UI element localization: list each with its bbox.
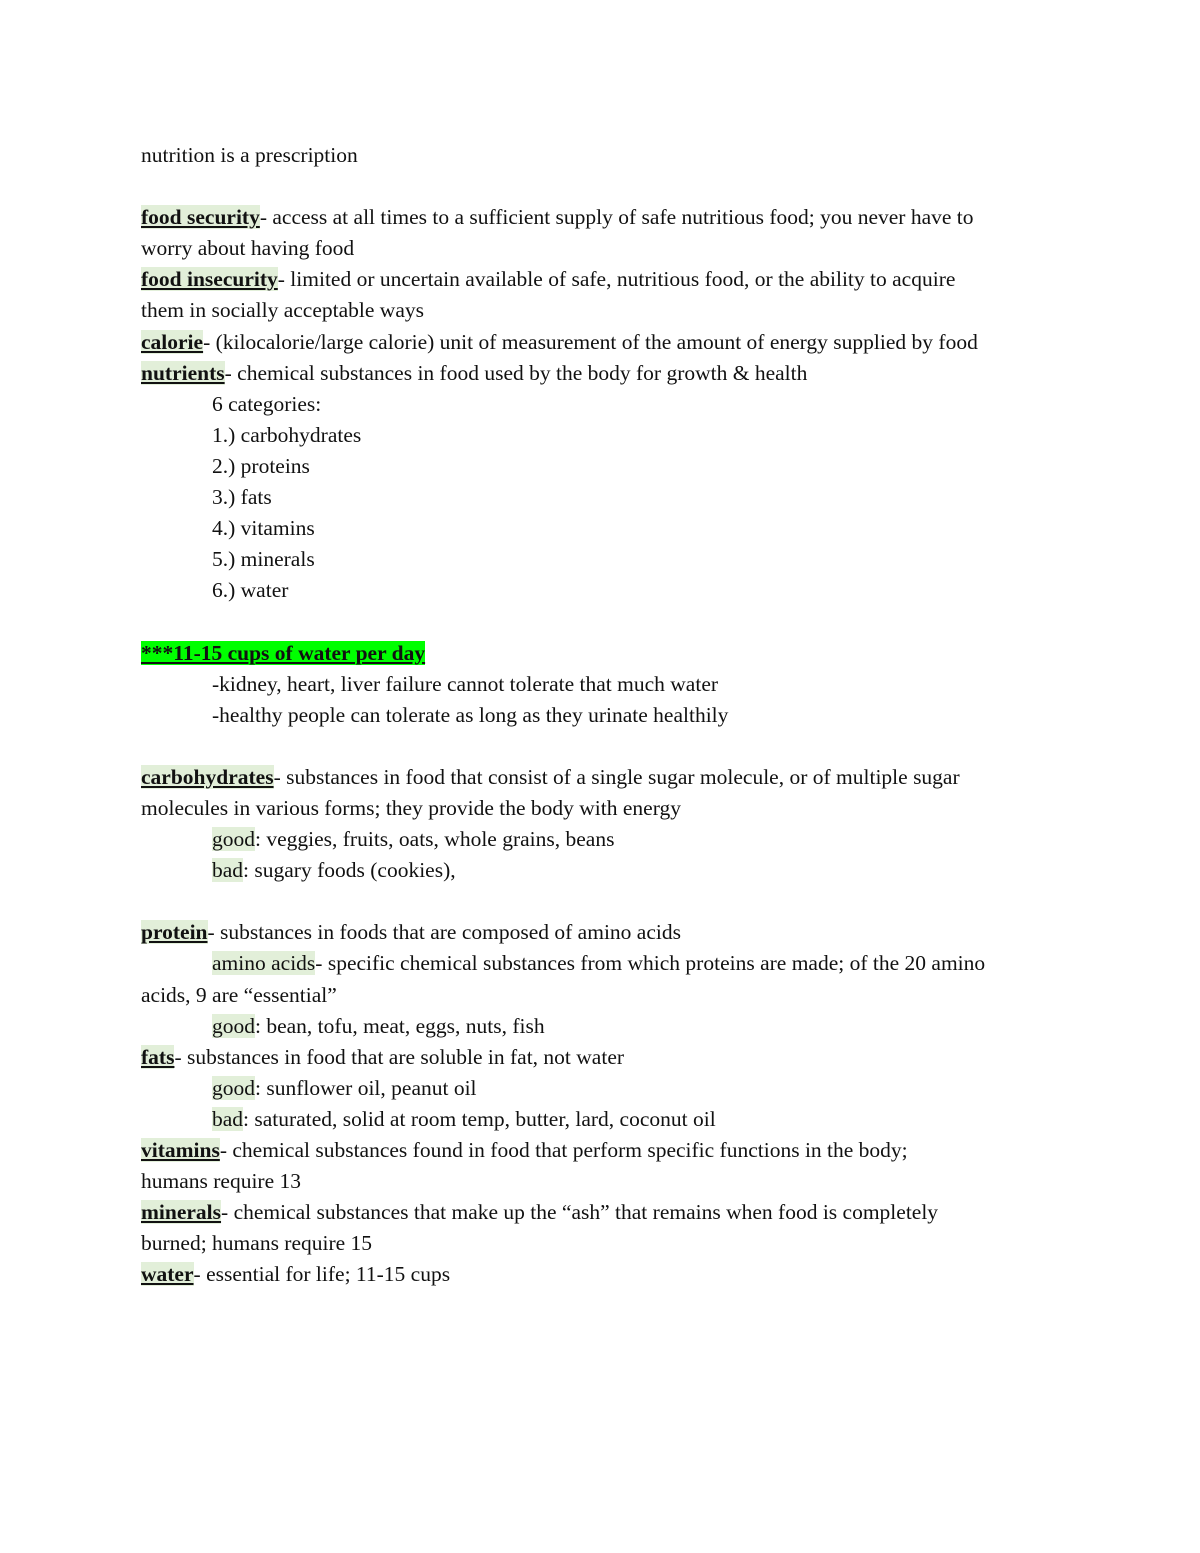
definition-fats — [141, 1042, 1071, 1073]
spacer — [141, 606, 1071, 637]
good-label: good — [212, 1075, 255, 1100]
term-calorie: calorie — [141, 329, 204, 354]
definition-continuation: molecules in various forms; they provide the body with energy — [141, 795, 681, 820]
carbs-good — [141, 824, 1071, 855]
category-item: 1.) carbohydrates — [212, 422, 362, 447]
term-vitamins: vitamins — [141, 1138, 220, 1162]
definition-calorie — [141, 327, 1071, 358]
fats-good — [141, 1073, 1071, 1104]
term-minerals: minerals — [141, 1200, 222, 1225]
definition-text: - chemical substances that make up the “ash” that remains when food is completely — [221, 1200, 939, 1225]
definition-continuation: humans require 13 — [141, 1169, 302, 1194]
category-item: 5.) minerals — [212, 547, 315, 572]
good-text: : sunflower oil, peanut oil — [255, 1075, 477, 1100]
definition-continuation: them in socially acceptable ways — [141, 298, 424, 323]
amino-acids-text: - specific chemical substances from which proteins are made; of the 20 amino — [315, 951, 986, 976]
category-item: 6.) water — [212, 578, 289, 603]
spacer — [141, 886, 1071, 917]
category-item: 4.) vitamins — [212, 516, 315, 541]
amino-acids-label: amino acids — [212, 951, 316, 976]
term-fats: fats — [141, 1044, 175, 1069]
definition-continuation: worry about having food — [141, 236, 355, 261]
term-water: water — [141, 1262, 194, 1287]
good-text: : veggies, fruits, oats, whole grains, beans — [255, 827, 615, 852]
definition-nutrients — [141, 358, 1071, 389]
page-title: nutrition is a prescription — [141, 143, 358, 167]
definition-water — [141, 1259, 1071, 1290]
protein-good — [141, 1011, 1071, 1042]
definition-food-security — [141, 202, 1071, 233]
good-label: good — [212, 1013, 255, 1038]
definition-text: - limited or uncertain available of safe, nutritious food, or the ability to acquire — [277, 267, 956, 292]
category-item: 2.) proteins — [212, 453, 310, 478]
carbs-bad — [141, 855, 1071, 886]
water-note-point: -healthy people can tolerate as long as they urinate healthily — [212, 702, 729, 727]
bad-text: : saturated, solid at room temp, butter, lard, coconut oil — [243, 1106, 716, 1131]
definition-text: - chemical substances found in food that perform specific functions in the body; — [219, 1138, 908, 1162]
good-label: good — [212, 827, 255, 852]
amino-acids-definition — [141, 948, 1071, 979]
term-carbohydrates: carbohydrates — [141, 764, 274, 789]
definition-text: - access at all times to a sufficient supply of safe nutritious food; you never have to — [259, 205, 974, 230]
definition-text: - (kilocalorie/large calorie) unit of measurement of the amount of energy supplied by food — [203, 329, 978, 354]
definition-vitamins — [141, 1135, 1071, 1166]
term-food-security: food security — [141, 205, 260, 230]
definition-text: - substances in food that consist of a single sugar molecule, or of multiple sugar — [273, 764, 960, 789]
definition-food-insecurity — [141, 264, 1071, 295]
document-body — [141, 140, 1071, 1290]
spacer — [141, 171, 1071, 202]
definition-text: - substances in food that are soluble in fat, not water — [174, 1044, 625, 1069]
category-item: 3.) fats — [212, 485, 272, 510]
term-nutrients: nutrients — [141, 360, 225, 385]
bad-label: bad — [212, 1106, 244, 1131]
definition-continuation: burned; humans require 15 — [141, 1231, 373, 1256]
term-protein: protein — [141, 920, 208, 945]
water-note-point: -kidney, heart, liver failure cannot tolerate that much water — [212, 671, 719, 696]
definition-minerals — [141, 1197, 1071, 1228]
bad-text: : sugary foods (cookies), — [243, 858, 456, 883]
definition-text: - essential for life; 11-15 cups — [193, 1262, 451, 1287]
bad-label: bad — [212, 858, 244, 883]
categories-label: 6 categories: — [212, 391, 322, 416]
definition-text: - chemical substances in food used by the body for growth & health — [224, 360, 808, 385]
definition-text: - substances in foods that are composed of amino acids — [207, 920, 681, 945]
fats-bad — [141, 1104, 1071, 1135]
water-note — [141, 638, 1071, 669]
water-note-headline: ***11-15 cups of water per day — [141, 640, 426, 665]
definition-continuation: acids, 9 are “essential” — [141, 982, 337, 1007]
term-food-insecurity: food insecurity — [141, 267, 278, 292]
good-text: : bean, tofu, meat, eggs, nuts, fish — [255, 1013, 545, 1038]
definition-carbohydrates — [141, 762, 1071, 793]
spacer — [141, 731, 1071, 762]
definition-protein — [141, 917, 1071, 948]
